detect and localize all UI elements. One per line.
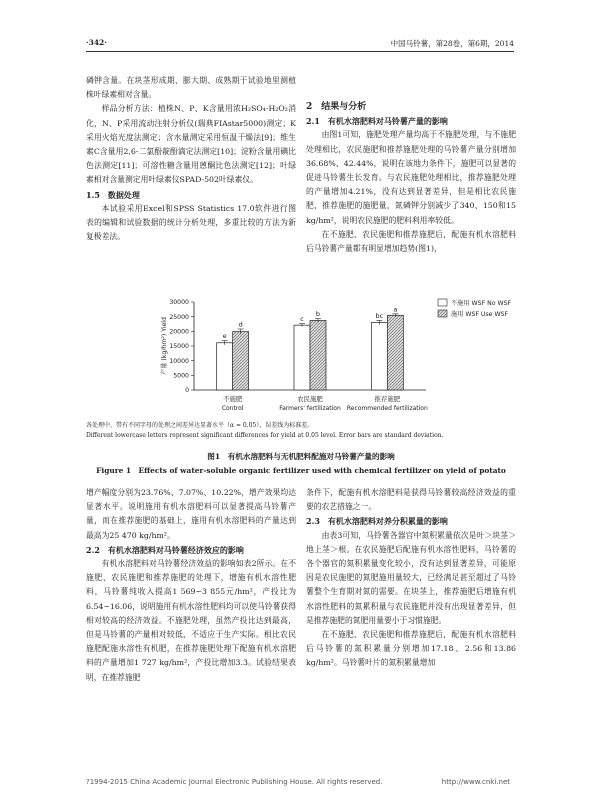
- legend-label: 施用 WSF Use WSF: [451, 311, 509, 318]
- legend-swatch-use-wsf: [438, 310, 447, 317]
- paragraph-yield: 由图1可知，施肥处理产量均高于不施肥处理，与不施肥处理相比，农民施肥和推荐施肥处理的马铃薯产量分别增加36.68%、42.44%，说明在该地力条件下，施肥可以显著的促进马铃薯生长发育。与农民施肥处理相比，推荐施肥处理的产量增加4.21%，没有达到显著差异，但是相比农民施肥，推荐施肥的施肥量，氮磷钾分别减少了340、150和15 kg/hm²，说明农民施肥的肥料利用率较低。: [306, 130, 516, 225]
- x-tick-label-en: Farmers' fertilization: [279, 405, 341, 412]
- section-heading-2-3: 2.3 有机水溶肥料对养分积累量的影响: [306, 516, 448, 527]
- y-tick-label: 20000: [169, 328, 189, 336]
- x-tick-label-en: Control: [221, 405, 244, 412]
- section-heading-2-2: 2.2 有机水溶肥料对马铃薯经济效应的影响: [86, 544, 244, 555]
- y-axis-label: 产量 (kg/hm²) Yield: [161, 317, 168, 375]
- left-column-top: [86, 74, 296, 244]
- section-heading-1-5: 1.5 数据处理: [86, 189, 140, 200]
- x-tick-label-cn: 不施肥: [223, 395, 243, 403]
- bar-no-wsf: [294, 325, 310, 390]
- section-heading-2-1: 2.1 有机水溶肥料对马铃薯产量的影响: [306, 116, 448, 127]
- figure-caption-cn: 图1 有机水溶肥料与无机肥料配施对马铃薯产量的影响: [207, 452, 395, 461]
- significance-letter: bc: [375, 311, 384, 320]
- journal-citation: 中国马铃薯，第28卷，第6期，2014: [390, 39, 514, 48]
- figure-caption-en: Figure 1 Effects of water-soluble organic fertilizer used with chemical fertilizer on yield of potato: [96, 466, 506, 475]
- left-column-bottom: [86, 486, 296, 685]
- y-tick-label: 0: [185, 387, 189, 395]
- bar-no-wsf: [371, 323, 387, 390]
- page-footer: [0, 778, 600, 792]
- header-rule: [86, 51, 514, 52]
- bar-use-wsf: [387, 315, 403, 390]
- x-tick-label-cn: 农民施肥: [297, 395, 323, 403]
- paragraph-economic-cont: 条件下，配施有机水溶肥料是获得马铃薯较高经济效益的重要的农艺措施之一。: [306, 488, 516, 512]
- copyright-text: ?1994-2015 China Academic Journal Electronic Publishing House. All rights reserved.: [86, 778, 383, 786]
- bar-use-wsf: [233, 332, 249, 390]
- paragraph-data-processing: 本试验采用Excel和SPSS Statistics 17.0软件进行图表的编辑和试验数据的统计分析处理，多重比较的方法为新复极差法。: [86, 203, 296, 242]
- x-tick-label-en: Recommended fertilization: [346, 405, 428, 412]
- x-tick-label-cn: 推荐施肥: [374, 395, 401, 403]
- y-tick-label: 30000: [169, 299, 189, 307]
- paragraph-economic: 有机水溶肥料对马铃薯经济效益的影响如表2所示。在不施肥、农民施肥和推荐施肥的处理下，增施有机水溶性肥料，马铃薯纯收入提高1 569~3 855元/hm²，产投比为6.54~16.06，说明施用有机水溶性肥料均可以使马铃薯获得相对较高的经济效益。不施肥处理，虽然产投比达到最高，但是马铃薯的产量相对较低，不适应于生产实际。相比农民施肥配施水溶性有机肥，在推荐施肥处理下配施有机水溶肥料的产量增加1 727 kg/hm²，产投比增加3.3。试验结果表明，在推荐施肥: [86, 559, 296, 682]
- significance-letter: d: [238, 320, 243, 329]
- paragraph-methods: 样品分析方法：植株N、P、K含量用浓H₂SO₄-H₂O₂消化，N、P采用流动注射分析仪(瑞典FIAstar5000)测定；K采用火焰光度法测定；含水量测定采用恒温干燥法[9]；维生素C含量用2,6-二氯酚靛酚滴定法测定[10]；淀粉含量用碘比色法测定[11]；可溶性糖含量用蒽酮比色法测定[12]；叶绿素相对含量测定用叶绿素仪SPAD-502叶绿素仪。: [86, 104, 296, 185]
- right-column-top: [306, 100, 516, 256]
- y-tick-label: 25000: [169, 313, 189, 321]
- page-number: ·342·: [86, 38, 107, 47]
- figure-note-en: Different lowercase letters represent significant differences for yield at 0.05 level. Error bars are standard deviation.: [86, 432, 444, 439]
- significance-letter: e: [222, 332, 227, 341]
- section-heading-2: 2 结果与分析: [306, 102, 367, 112]
- paragraph-yield-cont: 在不施肥、农民施肥和推荐施肥后，配施有机水溶肥料后马铃薯产量都有明显增加趋势(图1)，: [306, 229, 516, 254]
- significance-letter: b: [315, 310, 321, 319]
- significance-letter: a: [393, 305, 398, 314]
- figure-note-cn: 各处理中，带有不同字母的处理之间差异达显著水平（α = 0.05），误差线为标准差。: [86, 422, 314, 429]
- paragraph: 磷钾含量。在块茎形成期、膨大期、成熟期于试验地里测植株叶绿素相对含量。: [86, 76, 296, 100]
- paragraph-nutrient-cont: 在不施肥、农民施肥和推荐施肥后，配施有机水溶肥料后马铃薯的氮积累量分别增加17.18、2.56和13.86 kg/hm²。马铃薯叶片的氮积累量增加: [306, 630, 516, 668]
- paragraph-nutrient: 由表3可知，马铃薯各器官中氮积累量依次是叶＞块茎＞地上茎＞根。在农民施肥后配施有机水溶性肥料，马铃薯的各个器官的氮积累量变化较小，没有达到显著差异，可能原因是农民施肥的氮肥施用量较大，已经满足甚至超过了马铃薯整个生育期对氮的需要。在块茎上，推荐施肥后增施有机水溶性肥料的氮累积量与农民施肥并没有出现显著差异，但是推荐施肥的氮肥用量要小于习惯施肥。: [306, 530, 516, 625]
- y-tick-label: 15000: [169, 343, 189, 351]
- figure-note: [86, 421, 526, 441]
- legend-label: 不施用 WSF No WSF: [451, 300, 512, 307]
- yield-bar-chart: [86, 290, 516, 425]
- page-header: [86, 38, 514, 52]
- y-tick-label: 10000: [169, 357, 189, 365]
- right-column-bottom: [306, 486, 516, 671]
- y-tick-label: 5000: [173, 372, 189, 380]
- legend-swatch-no-wsf: [438, 299, 447, 306]
- cnki-url: http://www.cnki.net: [441, 778, 510, 786]
- paragraph-yield-increase: 增产幅度分别为23.76%、7.07%、10.22%，增产效果均达显著水平。说明施用有机水溶肥料可以显著提高马铃薯产量，而在推荐施肥的基础上，施用有机水溶肥料的产量达到最高为25 470 kg/hm²。: [86, 488, 296, 540]
- bar-no-wsf: [217, 343, 233, 390]
- significance-letter: c: [300, 315, 304, 324]
- bar-use-wsf: [310, 320, 326, 390]
